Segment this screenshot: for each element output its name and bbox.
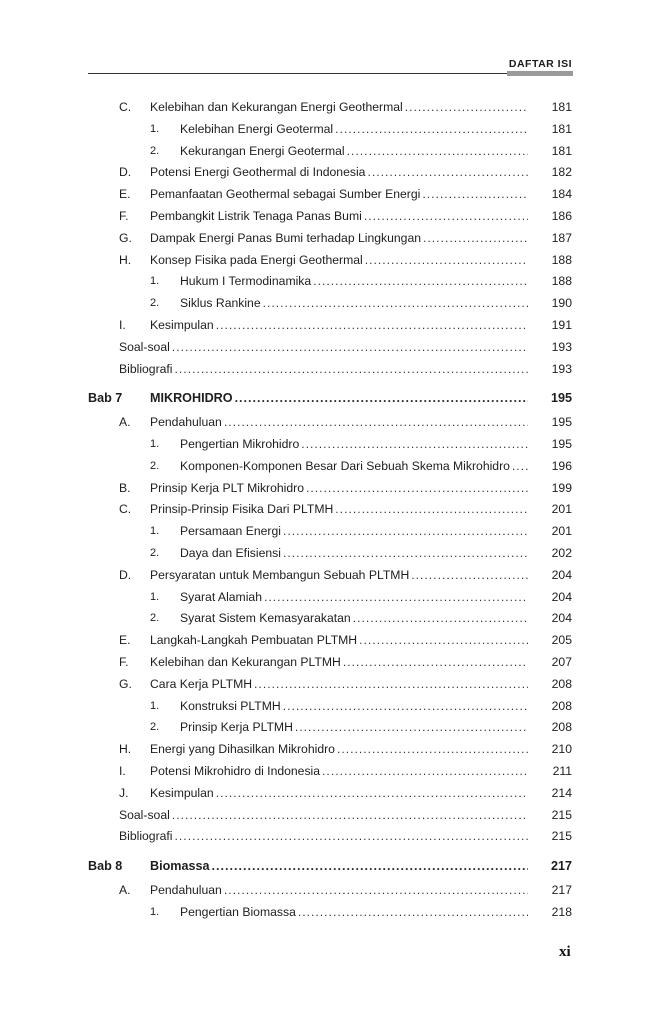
toc-entry[interactable]	[0, 717, 661, 739]
dot-leader	[172, 805, 528, 827]
dot-leader	[364, 206, 528, 228]
toc-entry-page-number: 217	[551, 882, 572, 897]
dot-leader	[405, 97, 528, 119]
toc-entry-title-wrap	[150, 674, 528, 696]
toc-entry-page-number: 195	[551, 415, 572, 430]
toc-chapter-entry[interactable]	[0, 856, 661, 878]
toc-entry-marker: H.	[119, 252, 132, 267]
toc-entry[interactable]	[0, 521, 661, 543]
toc-entry[interactable]	[0, 499, 661, 521]
dot-leader	[347, 141, 528, 163]
toc-entry-page-number: 191	[551, 317, 572, 332]
toc-entry[interactable]	[0, 630, 661, 652]
toc-entry[interactable]	[0, 162, 661, 184]
toc-entry-title-wrap	[180, 271, 528, 293]
toc-entry[interactable]	[0, 119, 661, 141]
header-rule	[88, 73, 508, 74]
toc-entry[interactable]	[0, 783, 661, 805]
toc-entry-marker: I.	[119, 317, 126, 332]
toc-entry-page-number: 208	[551, 720, 572, 735]
toc-entry-page-number: 195	[550, 391, 572, 406]
toc-entry-marker: J.	[119, 785, 129, 800]
toc-entry-title: Pendahuluan	[150, 412, 224, 434]
toc-entry-title: Kekurangan Energi Geotermal	[180, 141, 347, 163]
toc-entry-marker: 1.	[150, 122, 160, 135]
toc-entry-page-number: 193	[551, 339, 572, 354]
dot-leader	[306, 478, 528, 500]
dot-leader	[254, 674, 528, 696]
toc-entry-title-wrap	[119, 337, 528, 359]
toc-entry-page-number: 217	[550, 859, 572, 874]
toc-entry-page-number: 202	[551, 545, 572, 560]
dot-leader	[359, 630, 528, 652]
toc-entry-page-number: 188	[551, 274, 572, 289]
toc-entry-marker: 2.	[150, 612, 160, 625]
dot-leader	[337, 739, 528, 761]
dot-leader	[295, 717, 528, 739]
toc-entry-page-number: 181	[551, 100, 572, 114]
dot-leader	[216, 783, 528, 805]
toc-entry-title: Siklus Rankine	[180, 293, 263, 315]
toc-entry-title-wrap	[180, 434, 528, 456]
toc-entry-title: Syarat Sistem Kemasyarakatan	[180, 608, 353, 630]
toc-entry[interactable]	[0, 184, 661, 206]
dot-leader	[235, 388, 528, 410]
dot-leader	[343, 652, 528, 674]
toc-entry-page-number: 196	[551, 458, 572, 473]
toc-entry-title-wrap	[180, 696, 528, 718]
dot-leader	[212, 856, 528, 878]
dot-leader	[283, 543, 528, 565]
toc-entry-page-number: 181	[551, 143, 572, 158]
toc-entry-title-wrap	[180, 521, 528, 543]
toc-entry-title-wrap	[150, 250, 528, 272]
toc-entry-title: Daya dan Efisiensi	[180, 543, 283, 565]
toc-entry-marker: 2.	[150, 721, 160, 734]
toc-entry-page-number: 181	[551, 121, 572, 136]
toc-chapter-entry[interactable]	[0, 388, 661, 410]
toc-entry-marker: F.	[119, 654, 129, 669]
toc-entry-marker: 2.	[150, 144, 160, 157]
toc-entry-marker: E.	[119, 633, 131, 648]
dot-leader	[353, 608, 528, 630]
toc-entry-title-wrap	[180, 456, 528, 478]
toc-entry[interactable]	[0, 565, 661, 587]
toc-entry-page-number: 204	[551, 589, 572, 604]
toc-entry-title: Pembangkit Listrik Tenaga Panas Bumi	[150, 206, 364, 228]
toc-entry-marker: 1.	[150, 525, 160, 538]
toc-entry-title-wrap	[150, 499, 528, 521]
toc-entry[interactable]	[0, 206, 661, 228]
dot-leader	[411, 565, 528, 587]
toc-entry-page-number: 215	[551, 829, 572, 844]
toc-entry-marker: B.	[119, 480, 131, 495]
toc-entry[interactable]	[0, 543, 661, 565]
toc-entry-marker: H.	[119, 742, 132, 757]
toc-entry-marker: G.	[119, 230, 132, 245]
toc-entry[interactable]	[0, 97, 661, 119]
toc-entry-title: Biomassa	[150, 856, 212, 878]
toc-entry-title-wrap	[180, 587, 528, 609]
toc-entry[interactable]	[0, 228, 661, 250]
toc-entry-title: Prinsip Kerja PLT Mikrohidro	[150, 478, 306, 500]
toc-entry-title: Kesimpulan	[150, 315, 216, 337]
toc-entry[interactable]	[0, 761, 661, 783]
dot-leader	[422, 184, 528, 206]
dot-leader	[216, 315, 528, 337]
dot-leader	[175, 826, 528, 848]
toc-entry[interactable]	[0, 337, 661, 359]
toc-entry-page-number: 190	[551, 296, 572, 311]
toc-entry[interactable]	[0, 608, 661, 630]
toc-entry-page-number: 195	[551, 436, 572, 451]
dot-leader	[298, 902, 528, 924]
toc-entry-page-number: 193	[551, 361, 572, 376]
dot-leader	[365, 250, 528, 272]
toc-entry-page-number: 214	[551, 785, 572, 800]
dot-leader	[175, 359, 528, 381]
toc-entry-page-number: 211	[552, 763, 572, 778]
toc-entry-marker: 1.	[150, 905, 160, 918]
table-of-contents	[0, 97, 661, 923]
dot-leader	[283, 521, 528, 543]
dot-leader	[313, 271, 528, 293]
toc-entry-page-number: 215	[551, 807, 572, 822]
toc-entry-marker: C.	[119, 502, 132, 517]
toc-entry-page-number: 207	[551, 654, 572, 669]
toc-entry[interactable]	[0, 456, 661, 478]
toc-entry-title: Prinsip-Prinsip Fisika Dari PLTMH	[150, 499, 335, 521]
toc-entry-page-number: 210	[551, 742, 572, 757]
header-accent-bar	[507, 71, 573, 76]
toc-entry-title: Bibliografi	[119, 826, 175, 848]
dot-leader	[367, 162, 528, 184]
toc-entry-title: Komponen-Komponen Besar Dari Sebuah Skema Mikrohidro	[180, 456, 512, 478]
toc-entry-title-wrap	[150, 228, 528, 250]
toc-entry-title: Kelebihan Energi Geotermal	[180, 119, 335, 141]
toc-entry-title-wrap	[150, 761, 528, 783]
toc-entry-title: MIKROHIDRO	[150, 388, 235, 410]
toc-entry[interactable]	[0, 359, 661, 381]
toc-entry[interactable]	[0, 826, 661, 848]
toc-entry-title-wrap	[180, 141, 528, 163]
toc-entry-title: Dampak Energi Panas Bumi terhadap Lingkungan	[150, 228, 423, 250]
dot-leader	[283, 696, 528, 718]
dot-leader	[172, 337, 528, 359]
toc-entry-title: Prinsip Kerja PLTMH	[180, 717, 295, 739]
toc-entry[interactable]	[0, 739, 661, 761]
toc-entry-title: Cara Kerja PLTMH	[150, 674, 254, 696]
toc-entry-title-wrap	[150, 783, 528, 805]
toc-entry-title-wrap	[180, 119, 528, 141]
toc-entry[interactable]	[0, 412, 661, 434]
toc-entry-marker: I.	[119, 763, 126, 778]
toc-entry[interactable]	[0, 293, 661, 315]
toc-entry[interactable]	[0, 315, 661, 337]
toc-entry-title: Kelebihan dan Kekurangan Energi Geothermal	[150, 97, 405, 119]
toc-entry-marker: 1.	[150, 275, 160, 288]
toc-entry-title-wrap	[150, 388, 528, 410]
toc-entry-title: Konstruksi PLTMH	[180, 696, 283, 718]
toc-entry-title-wrap	[150, 652, 528, 674]
toc-entry-title-wrap	[119, 359, 528, 381]
toc-entry-title: Persyaratan untuk Membangun Sebuah PLTMH	[150, 565, 411, 587]
toc-entry-page-number: 204	[551, 611, 572, 626]
toc-entry-page-number: 201	[551, 502, 572, 517]
dot-leader	[264, 587, 528, 609]
toc-entry-title: Langkah-Langkah Pembuatan PLTMH	[150, 630, 359, 652]
toc-entry-title-wrap	[150, 206, 528, 228]
toc-entry-title: Kesimpulan	[150, 783, 216, 805]
dot-leader	[335, 499, 528, 521]
toc-entry-page-number: 182	[551, 165, 572, 180]
toc-entry-title: Soal-soal	[119, 805, 172, 827]
toc-entry-title: Pemanfaatan Geothermal sebagai Sumber Energi	[150, 184, 422, 206]
toc-entry[interactable]	[0, 271, 661, 293]
toc-entry-page-number: 204	[551, 567, 572, 582]
toc-entry-title: Bibliografi	[119, 359, 175, 381]
toc-entry-title-wrap	[150, 880, 528, 902]
toc-entry-page-number: 187	[551, 230, 572, 245]
dot-leader	[423, 228, 528, 250]
toc-entry-marker: F.	[119, 208, 129, 223]
running-header-title: DAFTAR ISI	[508, 58, 572, 70]
dot-leader	[224, 880, 528, 902]
dot-leader	[512, 456, 528, 478]
toc-entry[interactable]	[0, 674, 661, 696]
toc-entry[interactable]	[0, 250, 661, 272]
toc-entry[interactable]	[0, 478, 661, 500]
toc-entry-page-number: 208	[551, 698, 572, 713]
toc-entry-title: Syarat Alamiah	[180, 587, 264, 609]
toc-entry-marker: 1.	[150, 437, 160, 450]
toc-entry-title-wrap	[119, 805, 528, 827]
toc-entry-title: Potensi Mikrohidro di Indonesia	[150, 761, 322, 783]
toc-entry-title-wrap	[150, 478, 528, 500]
toc-entry[interactable]	[0, 805, 661, 827]
toc-entry-title-wrap	[119, 826, 528, 848]
dot-leader	[335, 119, 528, 141]
toc-entry-marker: G.	[119, 676, 132, 691]
toc-entry-title-wrap	[150, 315, 528, 337]
toc-entry-title: Potensi Energi Geothermal di Indonesia	[150, 162, 367, 184]
toc-entry-page-number: 201	[551, 524, 572, 539]
toc-entry-title: Pengertian Biomassa	[180, 902, 298, 924]
toc-entry[interactable]	[0, 902, 661, 924]
toc-entry-title-wrap	[150, 739, 528, 761]
toc-entry-title: Persamaan Energi	[180, 521, 283, 543]
dot-leader	[263, 293, 528, 315]
toc-entry-title-wrap	[150, 412, 528, 434]
toc-entry-title: Soal-soal	[119, 337, 172, 359]
dot-leader	[322, 761, 528, 783]
toc-entry-title: Hukum I Termodinamika	[180, 271, 313, 293]
toc-entry-marker: Bab 7	[88, 391, 123, 406]
toc-entry-title-wrap	[180, 608, 528, 630]
toc-entry-title-wrap	[150, 630, 528, 652]
toc-entry-marker: E.	[119, 187, 131, 202]
toc-entry-page-number: 218	[551, 904, 572, 919]
toc-entry-title-wrap	[150, 162, 528, 184]
toc-entry-title-wrap	[180, 293, 528, 315]
toc-entry-marker: 1.	[150, 590, 160, 603]
toc-entry[interactable]	[0, 434, 661, 456]
toc-entry[interactable]	[0, 696, 661, 718]
toc-entry[interactable]	[0, 141, 661, 163]
toc-entry-page-number: 205	[551, 633, 572, 648]
toc-entry-title-wrap	[150, 184, 528, 206]
toc-entry-title-wrap	[150, 97, 528, 119]
toc-entry-marker: D.	[119, 165, 132, 180]
toc-entry-title-wrap	[180, 543, 528, 565]
toc-entry-title: Kelebihan dan Kekurangan PLTMH	[150, 652, 343, 674]
toc-entry-title: Pengertian Mikrohidro	[180, 434, 301, 456]
toc-entry-marker: D.	[119, 567, 132, 582]
toc-entry-page-number: 208	[551, 676, 572, 691]
dot-leader	[301, 434, 528, 456]
dot-leader	[224, 412, 528, 434]
toc-entry-marker: 1.	[150, 699, 160, 712]
toc-entry-page-number: 184	[551, 187, 572, 202]
toc-entry-marker: 2.	[150, 459, 160, 472]
toc-entry-marker: 2.	[150, 297, 160, 310]
toc-entry[interactable]	[0, 587, 661, 609]
toc-entry[interactable]	[0, 652, 661, 674]
toc-entry-title-wrap	[180, 902, 528, 924]
toc-entry-title-wrap	[180, 717, 528, 739]
toc-entry-marker: Bab 8	[88, 859, 123, 874]
toc-entry[interactable]	[0, 880, 661, 902]
toc-entry-marker: C.	[119, 100, 132, 114]
toc-entry-page-number: 186	[551, 208, 572, 223]
toc-entry-marker: A.	[119, 882, 131, 897]
page-number: xi	[559, 944, 571, 960]
toc-entry-title: Konsep Fisika pada Energi Geothermal	[150, 250, 365, 272]
toc-entry-title: Pendahuluan	[150, 880, 224, 902]
toc-entry-page-number: 188	[551, 252, 572, 267]
toc-entry-marker: A.	[119, 415, 131, 430]
toc-entry-title: Energi yang Dihasilkan Mikrohidro	[150, 739, 337, 761]
toc-entry-page-number: 199	[551, 480, 572, 495]
toc-entry-marker: 2.	[150, 546, 160, 559]
toc-entry-title-wrap	[150, 856, 528, 878]
toc-entry-title-wrap	[150, 565, 528, 587]
